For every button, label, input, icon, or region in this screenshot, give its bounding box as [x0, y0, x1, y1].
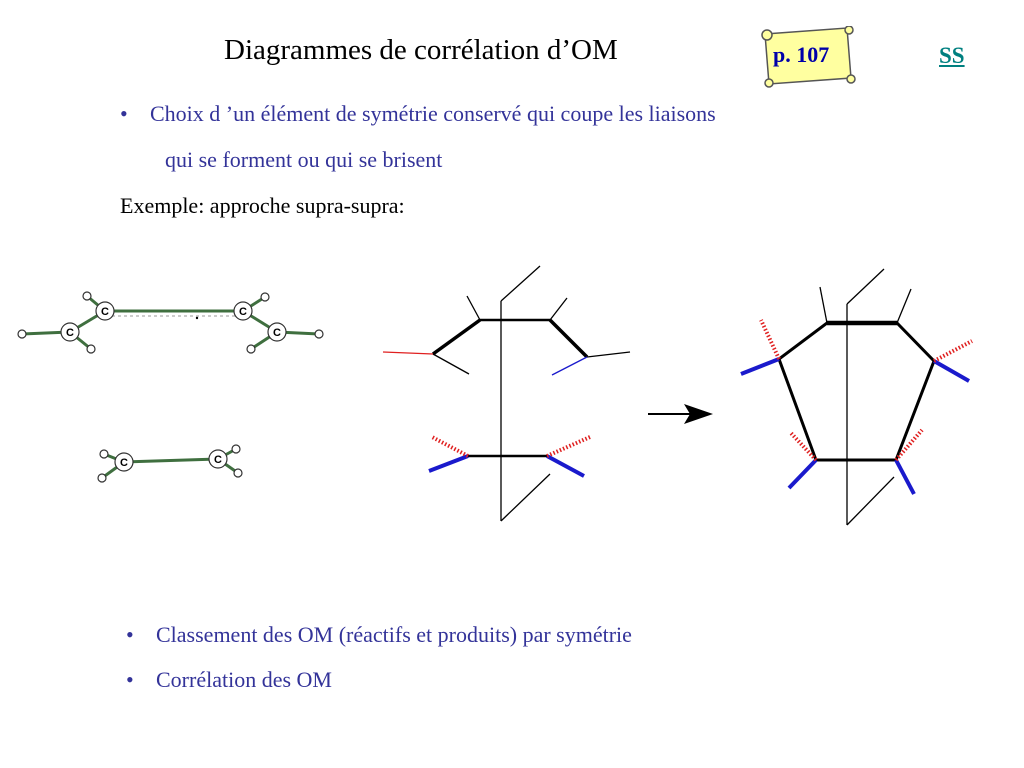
reactants-diagram [383, 266, 630, 521]
carbon-label: C [214, 454, 222, 466]
bullet-continuation: qui se forment ou qui se brisent [165, 147, 443, 172]
carbon-label: C [66, 327, 74, 339]
diene-terminal-bond [550, 320, 587, 357]
blue-wedge [896, 460, 914, 494]
carbon-label: C [273, 327, 281, 339]
blue-substituent [552, 357, 587, 375]
carbon-label: C [120, 457, 128, 469]
symmetry-plane [847, 269, 894, 525]
blue-wedge [789, 460, 816, 488]
bullet-text: Corrélation des OM [156, 667, 332, 692]
red-hash [547, 437, 590, 456]
bullet-dot: • [126, 667, 134, 692]
blue-wedge [934, 361, 969, 381]
red-substituent [383, 352, 433, 354]
bullet-text: Choix d ’un élément de symétrie conservé qui coupe les liaisons [150, 101, 716, 126]
blue-wedge [429, 456, 468, 471]
bullet-dot: • [120, 101, 128, 126]
ss-link[interactable]: SS [939, 43, 965, 68]
red-hash [432, 437, 468, 456]
product-diagram [741, 269, 972, 525]
symmetry-plane [501, 266, 550, 521]
example-label: Exemple: approche supra-supra: [120, 193, 405, 218]
red-hash [896, 430, 922, 460]
red-hash [761, 320, 779, 359]
cyclohexene-ring [779, 323, 934, 460]
carbon-label: C [101, 306, 109, 318]
bullet-text: Classement des OM (réactifs et produits) par symétrie [156, 622, 632, 647]
page-title: Diagrammes de corrélation d’OM [224, 34, 618, 66]
red-hash [934, 341, 972, 361]
bullet-item [126, 622, 632, 648]
bullet-dot: • [126, 622, 134, 647]
carbon-label: C [239, 306, 247, 318]
page-reference: p. 107 [773, 42, 830, 67]
diene-terminal-bond [433, 320, 480, 354]
blue-wedge [547, 456, 584, 476]
diene-molecule [18, 292, 323, 353]
blue-wedge [741, 359, 779, 374]
reaction-arrow-icon [648, 404, 713, 424]
alkene-molecule [98, 445, 242, 482]
bullet-item [126, 667, 332, 693]
